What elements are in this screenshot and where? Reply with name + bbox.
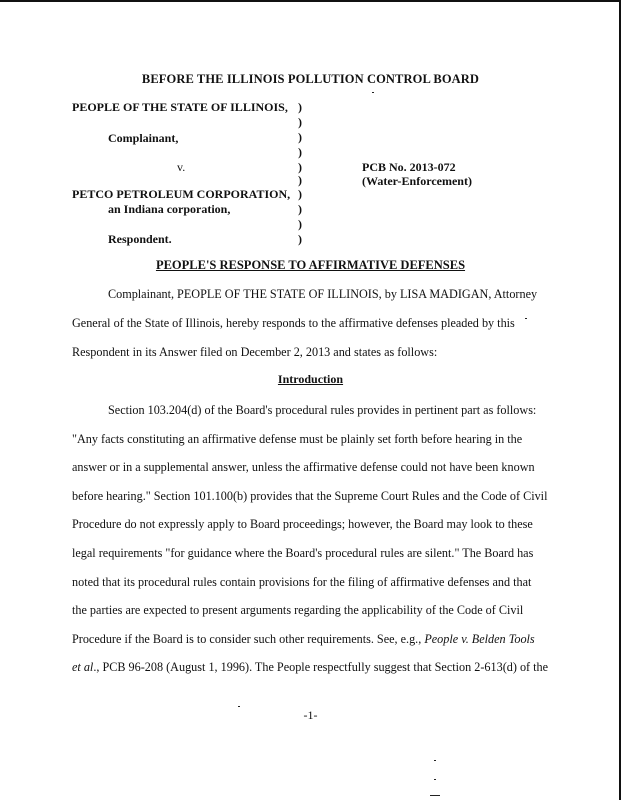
caption-paren: ) [298, 173, 302, 187]
body-line: answer or in a supplemental answer, unless the affirmative defense could not have been known [72, 460, 535, 474]
respondent-party: PETCO PETROLEUM CORPORATION, [72, 187, 291, 201]
citation-case-name: People v. Belden Tools [424, 632, 535, 646]
caption-paren: ) [298, 115, 302, 129]
scan-speck [430, 795, 440, 796]
caption-paren: ) [298, 217, 302, 231]
body-line: "Any facts constituting an affirmative defense must be plainly set forth before hearing in the [72, 432, 523, 446]
body-line [72, 660, 548, 675]
board-heading: BEFORE THE ILLINOIS POLLUTION CONTROL BOARD [141, 72, 480, 86]
body-line-citation [72, 632, 535, 647]
caption-paren: ) [298, 202, 302, 216]
citation-rest: ., PCB 96-208 (August 1, 1996). The People respectfully suggest that Section 2-613(d) of the [93, 660, 549, 674]
citation-lead: Procedure if the Board is to consider such other requirements. See, e.g., [72, 632, 425, 646]
caption-paren: ) [298, 130, 302, 144]
body-line: Section 103.204(d) of the Board's procedural rules provides in pertinent part as follows: [108, 403, 537, 417]
case-type: (Water-Enforcement) [362, 174, 472, 188]
body-line: General of the State of Illinois, hereby responds to the affirmative defenses pleaded by this [72, 316, 515, 330]
case-number: PCB No. 2013-072 [362, 160, 456, 174]
caption-paren: ) [298, 232, 302, 246]
versus: v. [177, 160, 186, 174]
body-line: the parties are expected to present arguments regarding the applicability of the Code of Civil [72, 603, 524, 617]
page-number: -1- [303, 708, 318, 722]
caption-paren: ) [298, 145, 302, 159]
section-heading: Introduction [277, 372, 344, 386]
citation-etal: et al [72, 660, 94, 674]
scan-speck [238, 706, 240, 707]
caption-paren: ) [298, 160, 302, 174]
scan-speck [372, 92, 374, 93]
caption-paren: ) [298, 187, 302, 201]
respondent-description: an Indiana corporation, [108, 202, 231, 216]
body-line: Procedure do not expressly apply to Board proceedings; however, the Board may look to these [72, 517, 533, 531]
body-line: Respondent in its Answer filed on December 2, 2013 and states as follows: [72, 345, 438, 359]
complainant-role: Complainant, [108, 131, 179, 145]
scan-speck [525, 318, 527, 319]
caption-paren: ) [298, 100, 302, 114]
scan-speck [434, 779, 436, 780]
body-line: Complainant, PEOPLE OF THE STATE OF ILLINOIS, by LISA MADIGAN, Attorney [108, 287, 538, 301]
scan-border-top [0, 0, 621, 2]
document-title: PEOPLE'S RESPONSE TO AFFIRMATIVE DEFENSES [155, 258, 466, 272]
complainant-party: PEOPLE OF THE STATE OF ILLINOIS, [72, 100, 288, 114]
body-line: before hearing." Section 101.100(b) provides that the Supreme Court Rules and the Code of Civil [72, 489, 548, 503]
scan-speck [434, 760, 436, 761]
respondent-role: Respondent. [108, 232, 172, 246]
body-line: legal requirements "for guidance where the Board's procedural rules are silent." The Board has [72, 546, 534, 560]
body-line: noted that its procedural rules contain provisions for the filing of affirmative defenses and that [72, 575, 532, 589]
